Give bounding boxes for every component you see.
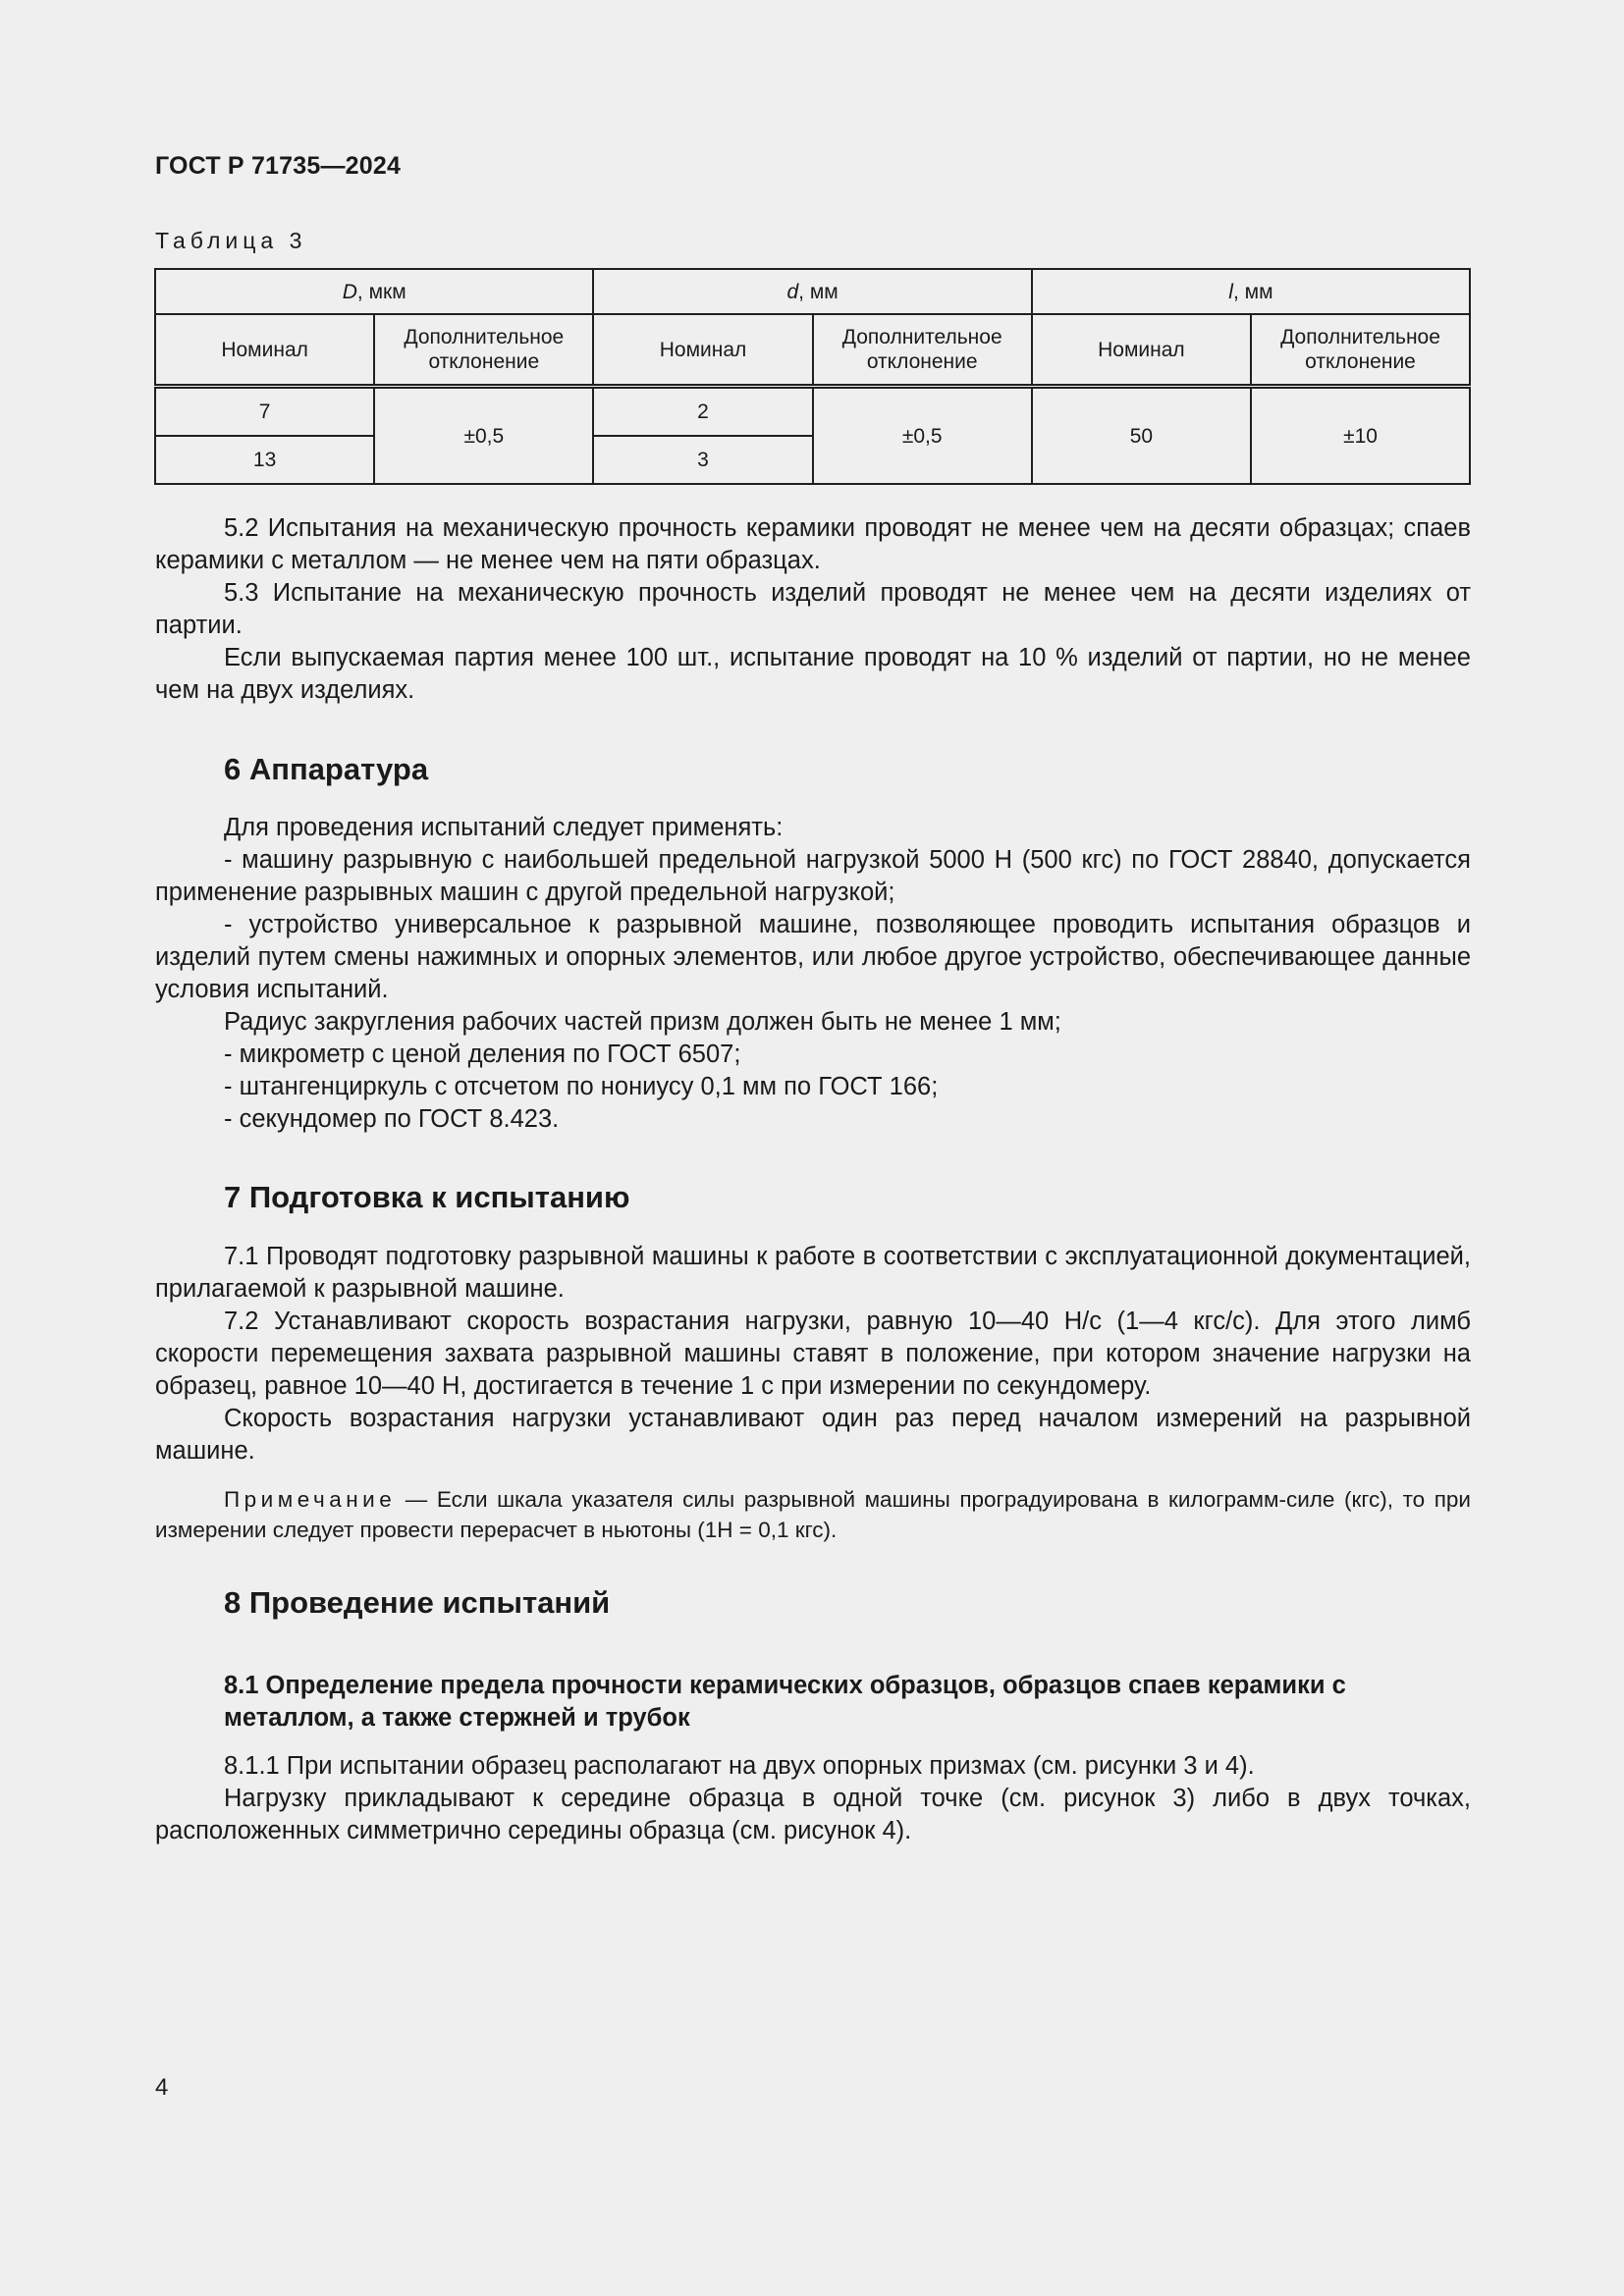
subsection-8-1-title: 8.1 Определение предела прочности керамических образцов, образцов спаев керамики с металлом, а также стержней и трубок — [224, 1672, 1346, 1732]
list-item: - микрометр с ценой деления по ГОСТ 6507; — [224, 1041, 741, 1068]
section-8-title: 8 Проведение испытаний — [224, 1585, 611, 1620]
note — [155, 1484, 1471, 1545]
table-header-row — [155, 269, 1470, 314]
list-item: - машину разрывную с наибольшей предельной нагрузкой 5000 Н (500 кгс) по ГОСТ 28840, допускается применение разрывных машин с другой предельной нагрузкой; — [155, 846, 1471, 906]
paragraph-8-1-1: 8.1.1 При испытании образец располагают на двух опорных призмах (см. рисунки 3 и 4). — [224, 1752, 1255, 1780]
section-7-title: 7 Подготовка к испытанию — [224, 1180, 630, 1214]
subheader-deviation: Дополнительное отклонение — [1251, 314, 1470, 387]
paragraph-5-3-batch: Если выпускаемая партия менее 100 шт., испытание проводят на 10 % изделий от партии, но не менее чем на двух изделиях. — [155, 644, 1471, 704]
note-text: — Если шкала указателя силы разрывной машины проградуирована в килограмм-силе (кгс), то при измерении следует провести перерасчет в ньютоны (1Н = 0,1 кгс). — [155, 1487, 1471, 1542]
table-3 — [154, 268, 1471, 485]
subheader-nominal: Номинал — [1032, 314, 1251, 387]
header-d: d, мм — [593, 269, 1031, 314]
paragraph-7-2-speed: Скорость возрастания нагрузки устанавливают один раз перед началом измерений на разрывной машине. — [155, 1405, 1471, 1465]
section-6-text — [155, 812, 1471, 1136]
cell-d-deviation: ±0,5 — [813, 387, 1032, 485]
section-6-title: 6 Аппаратура — [224, 752, 429, 786]
section-8-text — [155, 1750, 1471, 1847]
table-row — [155, 387, 1470, 437]
section-5-text — [155, 512, 1471, 707]
document-code: ГОСТ Р 71735—2024 — [155, 152, 402, 180]
cell-D-deviation: ±0,5 — [374, 387, 593, 485]
subheader-nominal: Номинал — [155, 314, 374, 387]
header-l: l, мм — [1032, 269, 1470, 314]
page-number: 4 — [155, 2074, 169, 2101]
paragraph-7-2: 7.2 Устанавливают скорость возрастания нагрузки, равную 10—40 Н/с (1—4 кгс/с). Для этого лимб скорости перемещения захвата разрывной машины ставят в положение, при котором значение нагрузки на образец, равное 10—40 Н, достигается в течение 1 с при измерении по секундомеру. — [155, 1308, 1471, 1400]
paragraph-7-1: 7.1 Проводят подготовку разрывной машины к работе в соответствии с эксплуатационной документацией, прилагаемой к разрывной машине. — [155, 1243, 1471, 1303]
section-7-text — [155, 1241, 1471, 1468]
subheader-nominal: Номинал — [593, 314, 812, 387]
note-label: Примечание — [224, 1487, 397, 1512]
cell-D-nominal-1: 7 — [155, 387, 374, 437]
paragraph-radius: Радиус закругления рабочих частей призм должен быть не менее 1 мм; — [224, 1008, 1061, 1036]
table-subheader-row — [155, 314, 1470, 387]
paragraph-intro: Для проведения испытаний следует применять: — [224, 814, 784, 841]
list-item: - секундомер по ГОСТ 8.423. — [224, 1105, 560, 1133]
subheader-deviation: Дополнительное отклонение — [813, 314, 1032, 387]
cell-D-nominal-2: 13 — [155, 436, 374, 484]
paragraph-5-3: 5.3 Испытание на механическую прочность изделий проводят не менее чем на десяти изделиях от партии. — [155, 579, 1471, 639]
cell-d-nominal-2: 3 — [593, 436, 812, 484]
cell-d-nominal-1: 2 — [593, 387, 812, 437]
list-item: - устройство универсальное к разрывной машине, позволяющее проводить испытания образцов и изделий путем смены нажимных и опорных элементов, или любое другое устройство, обеспечивающее данные условия испытаний. — [155, 911, 1471, 1003]
header-D: D, мкм — [155, 269, 593, 314]
table-caption: Таблица 3 — [155, 228, 307, 253]
subheader-deviation: Дополнительное отклонение — [374, 314, 593, 387]
list-item: - штангенциркуль с отсчетом по нониусу 0,1 мм по ГОСТ 166; — [224, 1073, 939, 1100]
cell-l-deviation: ±10 — [1251, 387, 1470, 485]
paragraph-8-1-1-load: Нагрузку прикладывают к середине образца в одной точке (см. рисунок 3) либо в двух точках, расположенных симметрично середины образца (см. рисунок 4). — [155, 1785, 1471, 1844]
paragraph-5-2: 5.2 Испытания на механическую прочность керамики проводят не менее чем на десяти образцах; спаев керамики с металлом — не менее чем на пяти образцах. — [155, 514, 1471, 574]
cell-l-nominal: 50 — [1032, 387, 1251, 485]
